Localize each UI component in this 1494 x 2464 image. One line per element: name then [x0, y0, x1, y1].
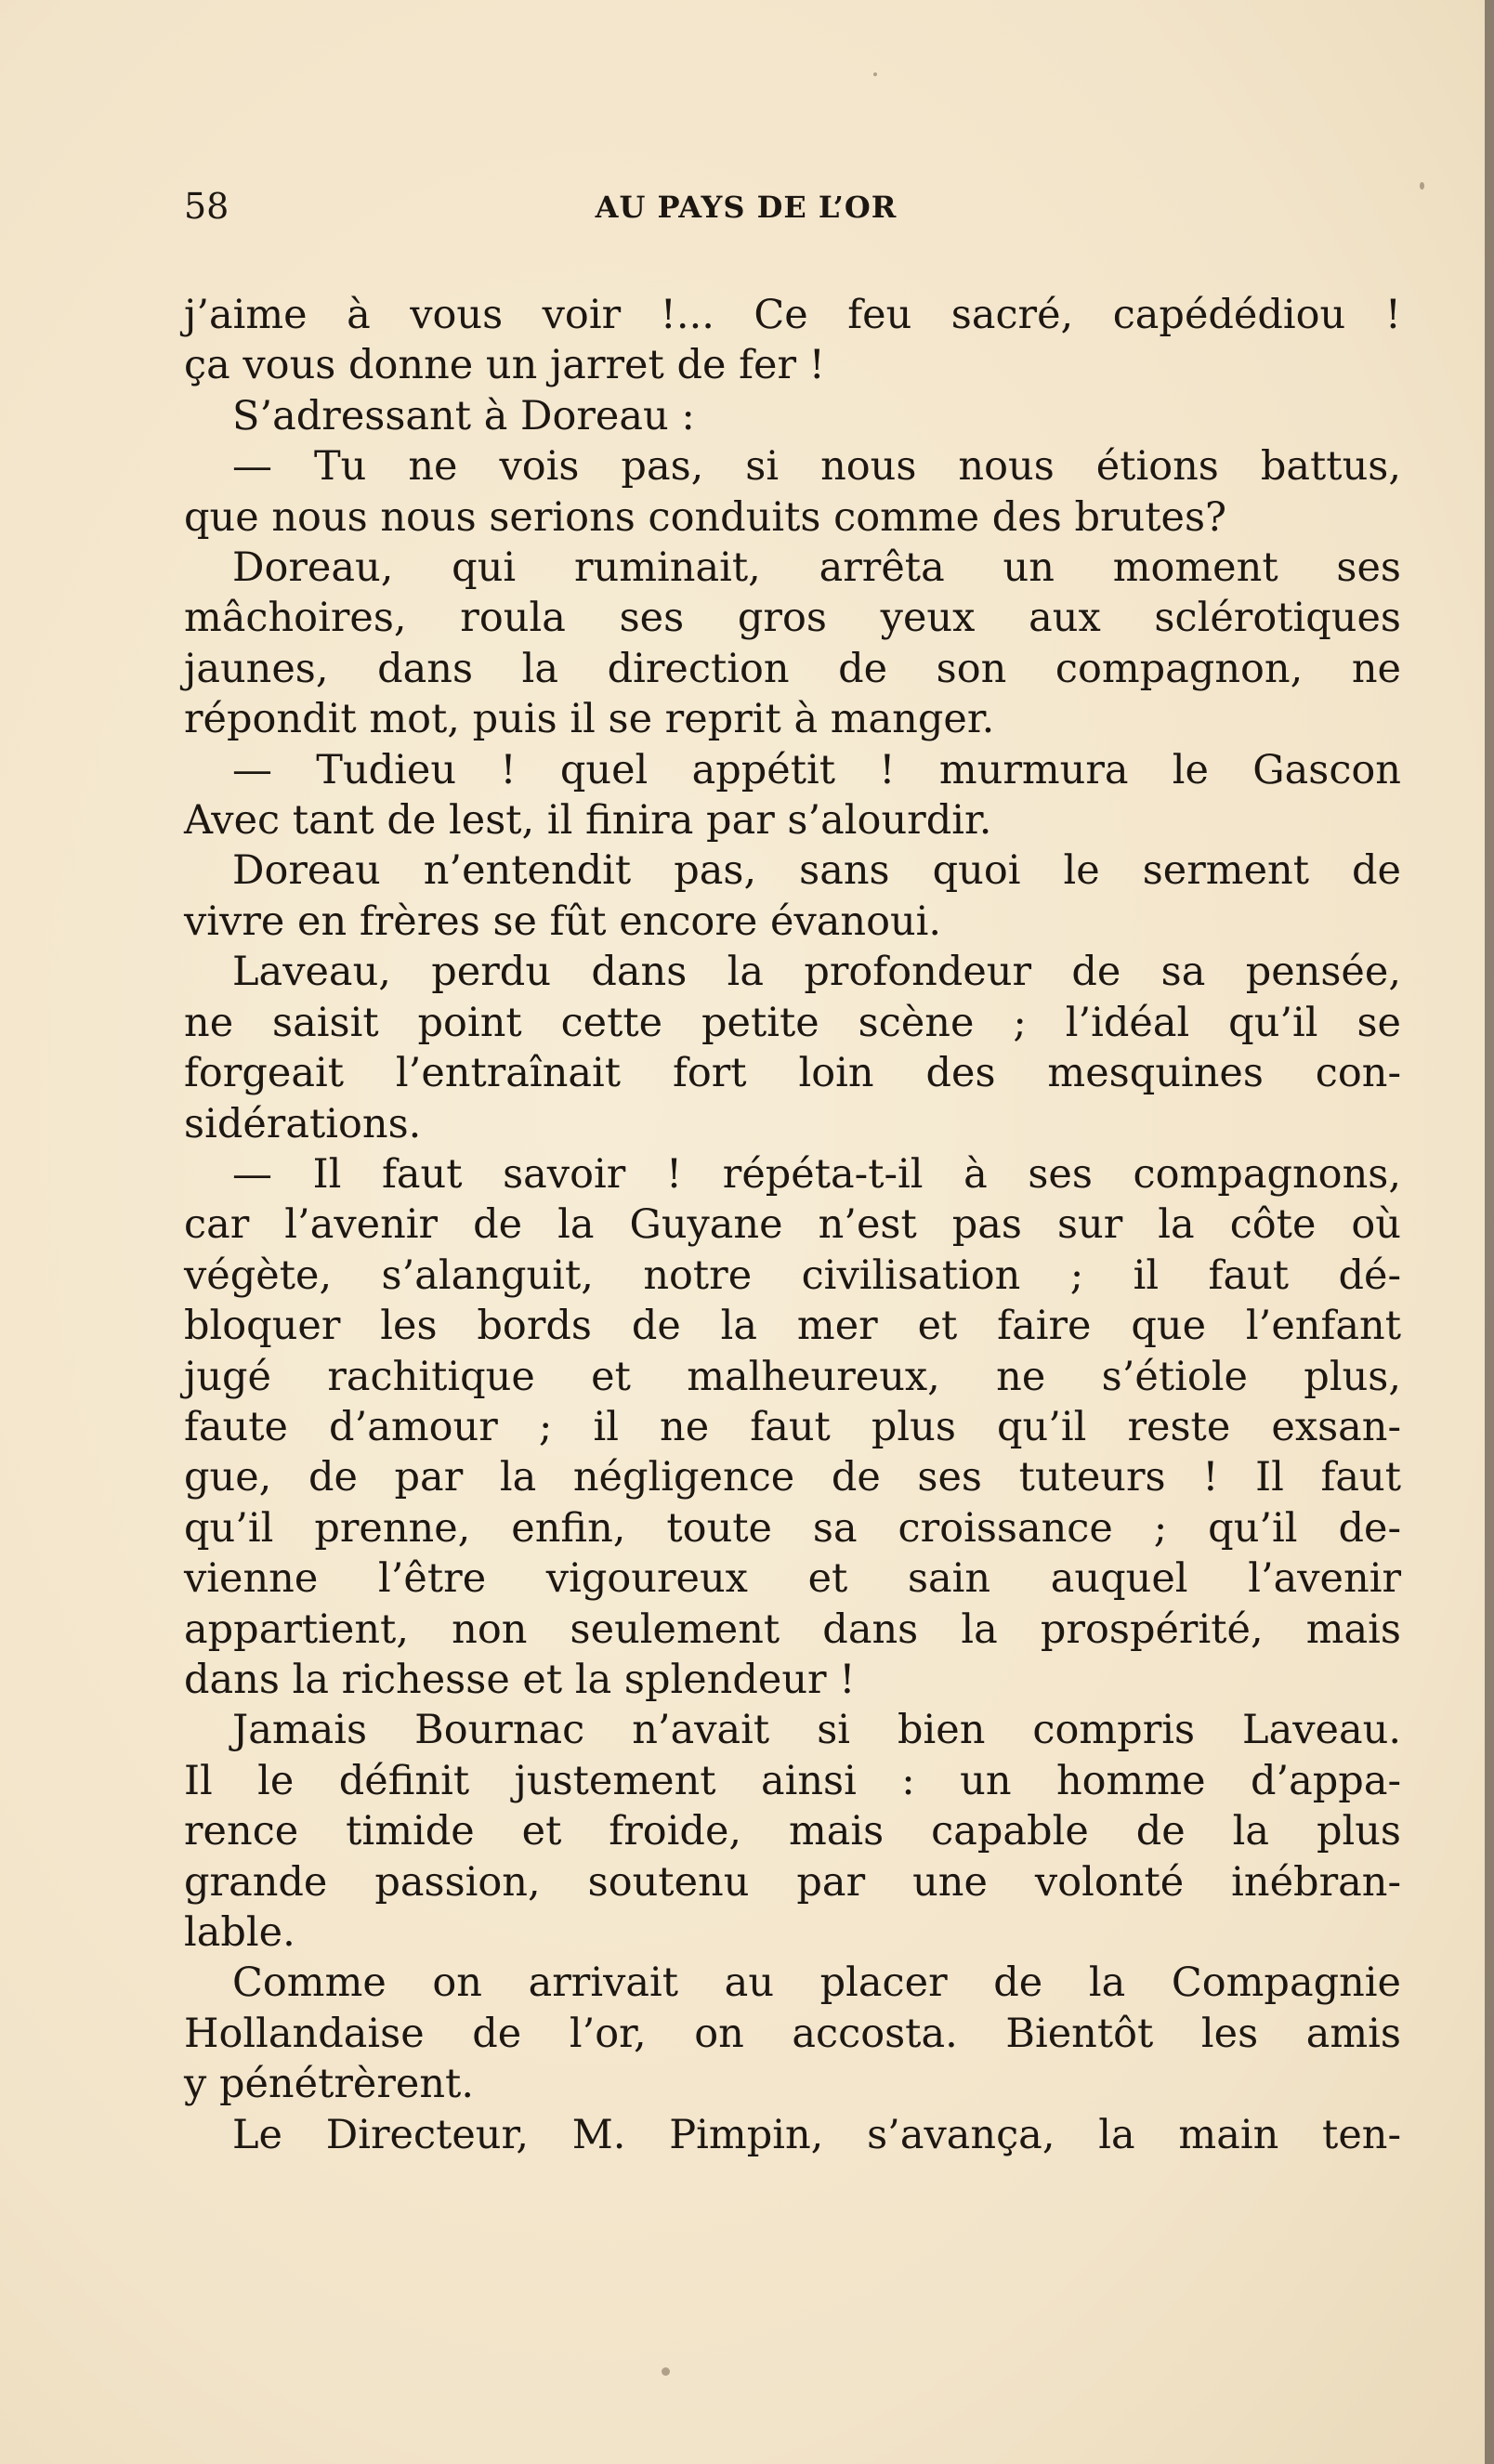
text-line: Comme on arrivait au placer de la Compagnie [232, 1959, 1401, 2007]
text-line: grande passion, soutenu par une volonté inébran- [184, 1858, 1401, 1906]
text-line: y pénétrèrent. [184, 2061, 475, 2108]
paper-speck [662, 2367, 670, 2376]
text-line: appartient, non seulement dans la prospérité, mais [184, 1606, 1401, 1653]
body-text [184, 290, 1401, 2160]
text-line: jugé rachitique et malheureux, ne s’étiole plus, [184, 1353, 1401, 1400]
text-line: Jamais Bournac n’avait si bien compris Laveau. [232, 1707, 1401, 1754]
running-head: AU PAYS DE L’OR [595, 190, 898, 225]
text-line: Doreau n’entendit pas, sans quoi le serment de [232, 847, 1401, 895]
paper-speck [1420, 182, 1424, 190]
page-number: 58 [184, 186, 229, 227]
text-line: rence timide et froide, mais capable de la plus [184, 1808, 1401, 1855]
text-line: bloquer les bords de la mer et faire que l’enfant [184, 1303, 1401, 1350]
page-edge [1485, 0, 1494, 2464]
text-line: forgeait l’entraînait fort loin des mesquines con- [184, 1050, 1401, 1097]
text-line: faute d’amour ; il ne faut plus qu’il reste exsan- [184, 1403, 1401, 1450]
text-line: Hollandaise de l’or, on accosta. Bientôt les amis [184, 2010, 1401, 2057]
text-line: lable. [184, 1909, 295, 1956]
page-header [184, 186, 1308, 242]
text-line: vivre en frères se fût encore évanoui. [184, 898, 942, 945]
text-line: — Tudieu ! quel appétit ! murmura le Gascon [232, 746, 1401, 793]
text-line: — Tu ne vois pas, si nous nous étions battus, [232, 443, 1401, 491]
text-line: répondit mot, puis il se reprit à manger. [184, 696, 995, 743]
text-line: jaunes, dans la direction de son compagnon, ne [184, 645, 1401, 692]
text-line: mâchoires, roula ses gros yeux aux sclérotiques [184, 595, 1401, 642]
text-line: gue, de par la négligence de ses tuteurs ! Il faut [184, 1454, 1401, 1501]
text-line: — Il faut savoir ! répéta-t-il à ses compagnons, [232, 1150, 1401, 1198]
text-line: dans la richesse et la splendeur ! [184, 1656, 856, 1703]
text-line: Laveau, perdu dans la profondeur de sa pensée, [232, 949, 1401, 996]
text-line: que nous nous serions conduits comme des brutes? [184, 493, 1227, 541]
paper-speck [873, 72, 877, 76]
text-line: sidérations. [184, 1100, 422, 1147]
text-line: j’aime à vous voir !... Ce feu sacré, capédédiou ! [184, 292, 1401, 338]
text-line: Il le définit justement ainsi : un homme d’appa- [184, 1757, 1401, 1804]
text-line: Doreau, qui ruminait, arrêta un moment ses [232, 544, 1401, 592]
text-line: qu’il prenne, enfin, toute sa croissance ; qu’il de- [184, 1504, 1401, 1552]
text-line: vienne l’être vigoureux et sain auquel l’avenir [184, 1555, 1401, 1603]
text-line: ça vous donne un jarret de fer ! [184, 342, 825, 389]
text-line: végète, s’alanguit, notre civilisation ; il faut dé- [184, 1252, 1401, 1299]
text-line: ne saisit point cette petite scène ; l’idéal qu’il se [184, 999, 1401, 1046]
text-line: S’adressant à Doreau : [232, 392, 695, 439]
text-line: car l’avenir de la Guyane n’est pas sur la côte où [184, 1201, 1401, 1249]
text-line: Le Directeur, M. Pimpin, s’avança, la main ten- [232, 2111, 1401, 2158]
text-line: Avec tant de lest, il finira par s’alourdir. [184, 797, 992, 845]
